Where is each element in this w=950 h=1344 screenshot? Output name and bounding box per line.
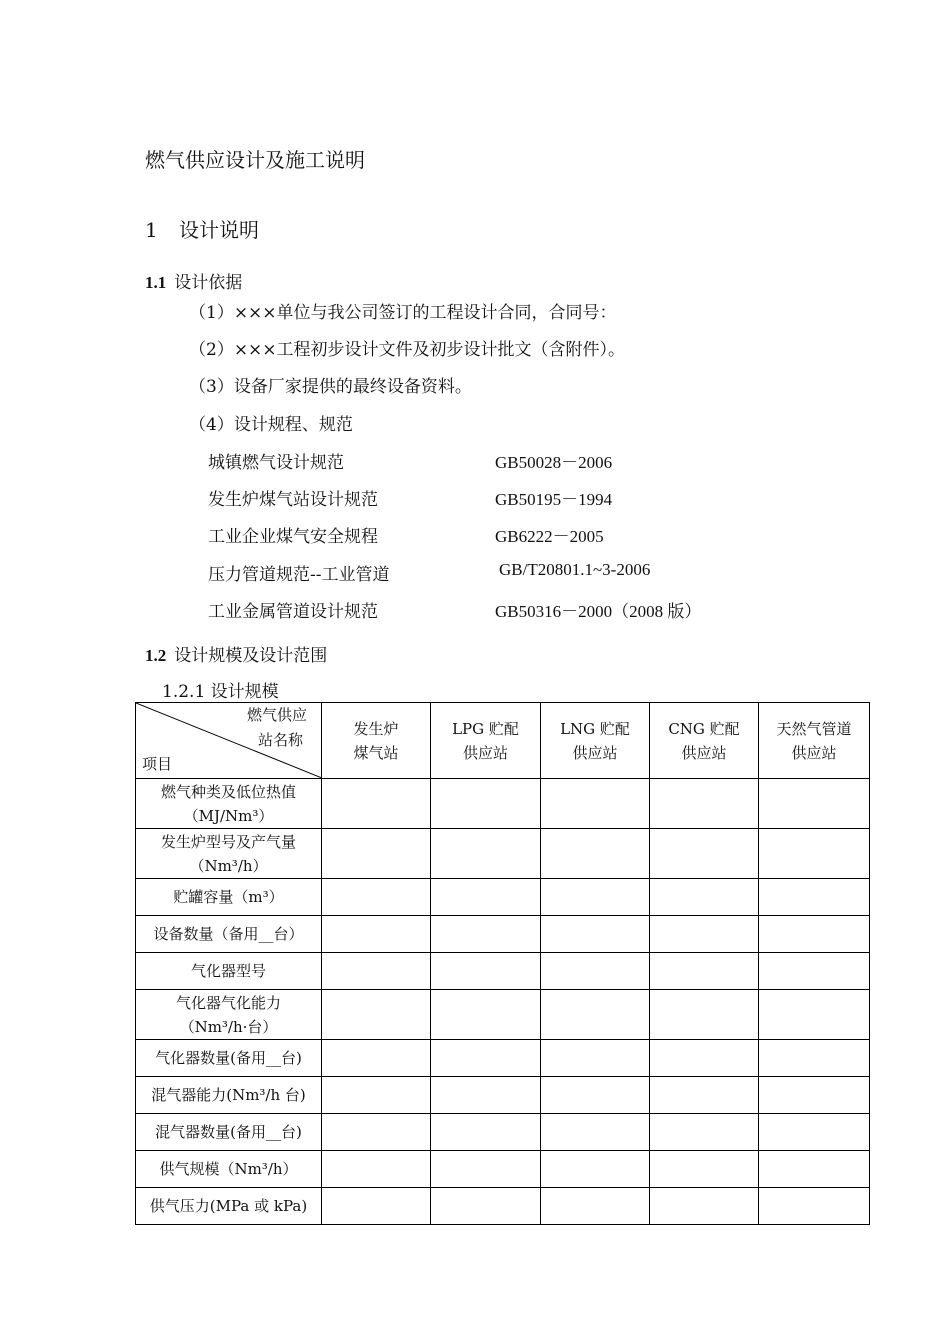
corner-header-label bbox=[246, 703, 307, 753]
value-cell[interactable] bbox=[541, 1114, 650, 1151]
value-cell[interactable] bbox=[322, 829, 431, 879]
column-header-line: LNG 贮配 bbox=[560, 719, 630, 738]
table-row bbox=[136, 829, 870, 879]
value-cell[interactable] bbox=[759, 829, 870, 879]
table-corner-cell bbox=[136, 703, 322, 779]
section-1-1-number: 1.1 bbox=[145, 273, 167, 292]
row-label-cell bbox=[136, 916, 322, 953]
basis-item-2: （2）×××工程初步设计文件及初步设计批文（含附件）。 bbox=[189, 340, 626, 360]
value-cell[interactable] bbox=[431, 1077, 541, 1114]
value-cell[interactable] bbox=[322, 990, 431, 1040]
value-cell[interactable] bbox=[541, 953, 650, 990]
value-cell[interactable] bbox=[759, 1151, 870, 1188]
value-cell[interactable] bbox=[431, 1040, 541, 1077]
value-cell[interactable] bbox=[431, 779, 541, 829]
value-cell[interactable] bbox=[541, 1077, 650, 1114]
value-cell[interactable] bbox=[650, 1151, 759, 1188]
value-cell[interactable] bbox=[650, 1114, 759, 1151]
row-label-line: 混气器数量(备用__台) bbox=[155, 1123, 302, 1141]
value-cell[interactable] bbox=[541, 879, 650, 916]
row-label-cell bbox=[136, 1077, 322, 1114]
row-label-line: （MJ/Nm³） bbox=[183, 806, 274, 825]
standard-code: GB50028－2006 bbox=[495, 453, 613, 472]
value-cell[interactable] bbox=[431, 990, 541, 1040]
corner-label-line1: 燃气供应 bbox=[246, 706, 307, 724]
column-header-line: 发生炉 bbox=[353, 719, 399, 738]
value-cell[interactable] bbox=[759, 879, 870, 916]
section-1-heading bbox=[145, 214, 259, 243]
value-cell[interactable] bbox=[759, 990, 870, 1040]
value-cell[interactable] bbox=[431, 879, 541, 916]
table-row bbox=[136, 879, 870, 916]
column-header bbox=[541, 703, 650, 779]
basis-item-4: （4）设计规程、规范 bbox=[189, 415, 353, 435]
row-label-cell bbox=[136, 779, 322, 829]
value-cell[interactable] bbox=[541, 916, 650, 953]
column-header-line: 供应站 bbox=[681, 743, 727, 762]
value-cell[interactable] bbox=[322, 1077, 431, 1114]
value-cell[interactable] bbox=[541, 779, 650, 829]
value-cell[interactable] bbox=[650, 916, 759, 953]
value-cell[interactable] bbox=[650, 953, 759, 990]
table-row bbox=[136, 990, 870, 1040]
value-cell[interactable] bbox=[431, 1151, 541, 1188]
corner-row-label: 项目 bbox=[142, 755, 173, 773]
column-header bbox=[650, 703, 759, 779]
value-cell[interactable] bbox=[431, 1188, 541, 1225]
value-cell[interactable] bbox=[759, 1114, 870, 1151]
column-header-line: 供应站 bbox=[462, 743, 508, 762]
table-row bbox=[136, 779, 870, 829]
section-1-2-title: 设计规模及设计范围 bbox=[174, 646, 328, 666]
value-cell[interactable] bbox=[759, 1077, 870, 1114]
row-label-line: 供气压力(MPa 或 kPa) bbox=[149, 1197, 308, 1215]
design-scale-table bbox=[135, 702, 870, 1225]
row-label-line: 气化器气化能力 bbox=[175, 993, 281, 1012]
row-label-cell bbox=[136, 1151, 322, 1188]
value-cell[interactable] bbox=[650, 879, 759, 916]
value-cell[interactable] bbox=[650, 779, 759, 829]
section-1-2-heading bbox=[145, 641, 327, 666]
column-header bbox=[431, 703, 541, 779]
table-row bbox=[136, 1040, 870, 1077]
row-label-line: 气化器数量(备用__台) bbox=[155, 1049, 302, 1067]
standard-name: 压力管道规范--工业管道 bbox=[208, 565, 390, 585]
standard-name: 发生炉煤气站设计规范 bbox=[208, 490, 378, 510]
value-cell[interactable] bbox=[541, 1188, 650, 1225]
value-cell[interactable] bbox=[650, 990, 759, 1040]
table-body bbox=[136, 779, 870, 1225]
corner-label-line2: 站名称 bbox=[257, 731, 303, 749]
row-label-line: 气化器型号 bbox=[190, 962, 266, 980]
section-1-number: 1 bbox=[145, 218, 158, 242]
basis-item-3: （3）设备厂家提供的最终设备资料。 bbox=[189, 377, 472, 397]
column-header-line: 供应站 bbox=[791, 743, 837, 762]
row-label-line: 发生炉型号及产气量 bbox=[160, 832, 296, 851]
standard-name: 城镇燃气设计规范 bbox=[208, 453, 344, 473]
table-row bbox=[136, 1188, 870, 1225]
row-label-line: 供气规模（Nm³/h） bbox=[159, 1160, 298, 1178]
row-label-cell bbox=[136, 829, 322, 879]
table-row bbox=[136, 1151, 870, 1188]
column-header bbox=[759, 703, 870, 779]
row-label-cell bbox=[136, 953, 322, 990]
row-label-line: 贮罐容量（m³） bbox=[173, 888, 284, 906]
column-header-line: LPG 贮配 bbox=[452, 719, 519, 738]
value-cell[interactable] bbox=[431, 916, 541, 953]
row-label-line: （Nm³/h） bbox=[189, 856, 268, 875]
row-label-cell bbox=[136, 879, 322, 916]
standard-code: GB6222－2005 bbox=[495, 527, 604, 546]
row-label-cell bbox=[136, 1188, 322, 1225]
value-cell[interactable] bbox=[431, 953, 541, 990]
row-label-cell bbox=[136, 1040, 322, 1077]
row-label-line: （Nm³/h·台） bbox=[179, 1017, 278, 1036]
section-1-1-heading bbox=[145, 268, 242, 293]
table-row bbox=[136, 953, 870, 990]
column-header bbox=[322, 703, 431, 779]
value-cell[interactable] bbox=[759, 953, 870, 990]
value-cell[interactable] bbox=[650, 829, 759, 879]
value-cell[interactable] bbox=[650, 1040, 759, 1077]
standard-name: 工业企业煤气安全规程 bbox=[208, 527, 378, 547]
table-row bbox=[136, 1114, 870, 1151]
column-header-line: 供应站 bbox=[572, 743, 618, 762]
section-1-1-title: 设计依据 bbox=[174, 273, 243, 293]
value-cell[interactable] bbox=[650, 1188, 759, 1225]
value-cell[interactable] bbox=[322, 953, 431, 990]
section-1-2-1-heading: 1.2.1 设计规模 bbox=[162, 682, 279, 702]
section-1-2-number: 1.2 bbox=[145, 646, 167, 665]
column-header-line: CNG 贮配 bbox=[668, 719, 740, 738]
value-cell[interactable] bbox=[759, 916, 870, 953]
section-1-title: 设计说明 bbox=[179, 218, 259, 242]
row-label-line: 混气器能力(Nm³/h 台) bbox=[151, 1086, 306, 1104]
value-cell[interactable] bbox=[322, 1188, 431, 1225]
table-row bbox=[136, 916, 870, 953]
value-cell[interactable] bbox=[322, 916, 431, 953]
column-header-line: 天然气管道 bbox=[776, 719, 852, 738]
standard-name: 工业金属管道设计规范 bbox=[208, 602, 378, 622]
value-cell[interactable] bbox=[541, 829, 650, 879]
value-cell[interactable] bbox=[431, 1114, 541, 1151]
value-cell[interactable] bbox=[541, 990, 650, 1040]
value-cell[interactable] bbox=[650, 1077, 759, 1114]
row-label-cell bbox=[136, 990, 322, 1040]
row-label-cell bbox=[136, 1114, 322, 1151]
value-cell[interactable] bbox=[759, 779, 870, 829]
value-cell[interactable] bbox=[541, 1151, 650, 1188]
column-header-line: 煤气站 bbox=[353, 743, 399, 762]
table-header-row bbox=[136, 703, 870, 779]
value-cell[interactable] bbox=[322, 1151, 431, 1188]
value-cell[interactable] bbox=[431, 829, 541, 879]
standard-code: GB50195－1994 bbox=[495, 490, 613, 509]
value-cell[interactable] bbox=[759, 1040, 870, 1077]
standard-code: GB/T20801.1~3-2006 bbox=[499, 560, 651, 579]
row-label-line: 设备数量（备用__台） bbox=[153, 925, 304, 943]
value-cell[interactable] bbox=[759, 1188, 870, 1225]
row-label-line: 燃气种类及低位热值 bbox=[160, 782, 296, 801]
value-cell[interactable] bbox=[322, 779, 431, 829]
basis-item-1: （1）×××单位与我公司签订的工程设计合同，合同号： bbox=[189, 303, 617, 323]
table-row bbox=[136, 1077, 870, 1114]
value-cell[interactable] bbox=[541, 1040, 650, 1077]
value-cell[interactable] bbox=[322, 879, 431, 916]
value-cell[interactable] bbox=[322, 1040, 431, 1077]
value-cell[interactable] bbox=[322, 1114, 431, 1151]
standard-code: GB50316－2000（2008 版） bbox=[495, 602, 702, 621]
document-title: 燃气供应设计及施工说明 bbox=[145, 148, 365, 172]
